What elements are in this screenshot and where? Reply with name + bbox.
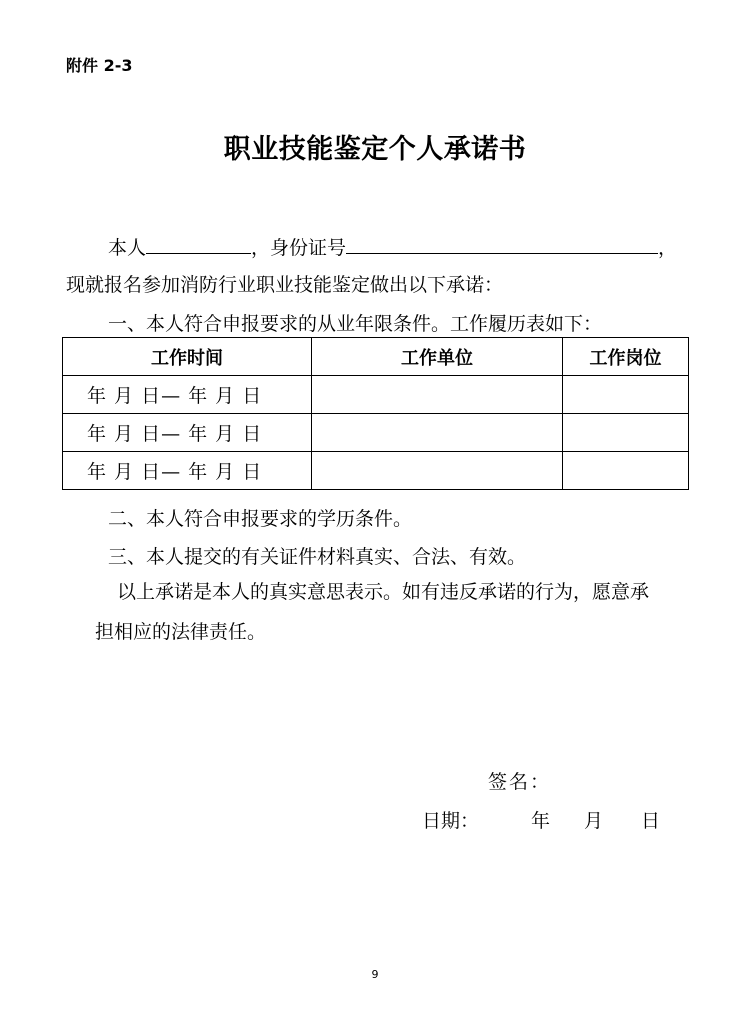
position-cell [563, 376, 689, 414]
intro-text: 现就报名参加消防行业职业技能鉴定做出以下承诺： [66, 274, 504, 296]
date-label: 日期： [422, 810, 480, 832]
name-id-line [108, 233, 677, 261]
attachment-label: 附件 2-3 [66, 56, 133, 75]
table-row [63, 452, 689, 490]
work-period-cell: 年 月 日— 年 月 日 [63, 376, 312, 414]
table-row [63, 414, 689, 452]
table-header-row [63, 338, 689, 376]
id-suffix: ， [658, 237, 678, 259]
name-blank [146, 233, 251, 254]
position-cell [563, 414, 689, 452]
date-year: 年 [531, 810, 551, 832]
page-title: 职业技能鉴定个人承诺书 [223, 134, 527, 165]
column-header-employer: 工作单位 [312, 338, 563, 376]
work-history-table [62, 337, 689, 490]
id-number-blank [346, 233, 658, 254]
employer-cell [312, 452, 563, 490]
id-label: ，身份证号 [251, 237, 347, 259]
work-period-cell: 年 月 日— 年 月 日 [63, 452, 312, 490]
date-month: 月 [584, 810, 604, 832]
employer-cell [312, 414, 563, 452]
column-header-position: 工作岗位 [563, 338, 689, 376]
commitment-item-1: 一、本人符合申报要求的从业年限条件。工作履历表如下： [108, 313, 603, 335]
name-label: 本人 [108, 237, 147, 259]
signature-label: 签名： [488, 771, 552, 793]
commitment-item-2: 二、本人符合申报要求的学历条件。 [108, 508, 413, 530]
page-number: 9 [371, 968, 379, 981]
employer-cell [312, 376, 563, 414]
statement-line-2: 担相应的法律责任。 [95, 621, 267, 643]
position-cell [563, 452, 689, 490]
date-day: 日 [641, 810, 661, 832]
column-header-work-time: 工作时间 [63, 338, 312, 376]
work-period-cell: 年 月 日— 年 月 日 [63, 414, 312, 452]
statement-line-1: 以上承诺是本人的真实意思表示。如有违反承诺的行为，愿意承 [117, 581, 650, 603]
table-row [63, 376, 689, 414]
commitment-item-3: 三、本人提交的有关证件材料真实、合法、有效。 [108, 546, 527, 568]
date-line [422, 808, 660, 834]
